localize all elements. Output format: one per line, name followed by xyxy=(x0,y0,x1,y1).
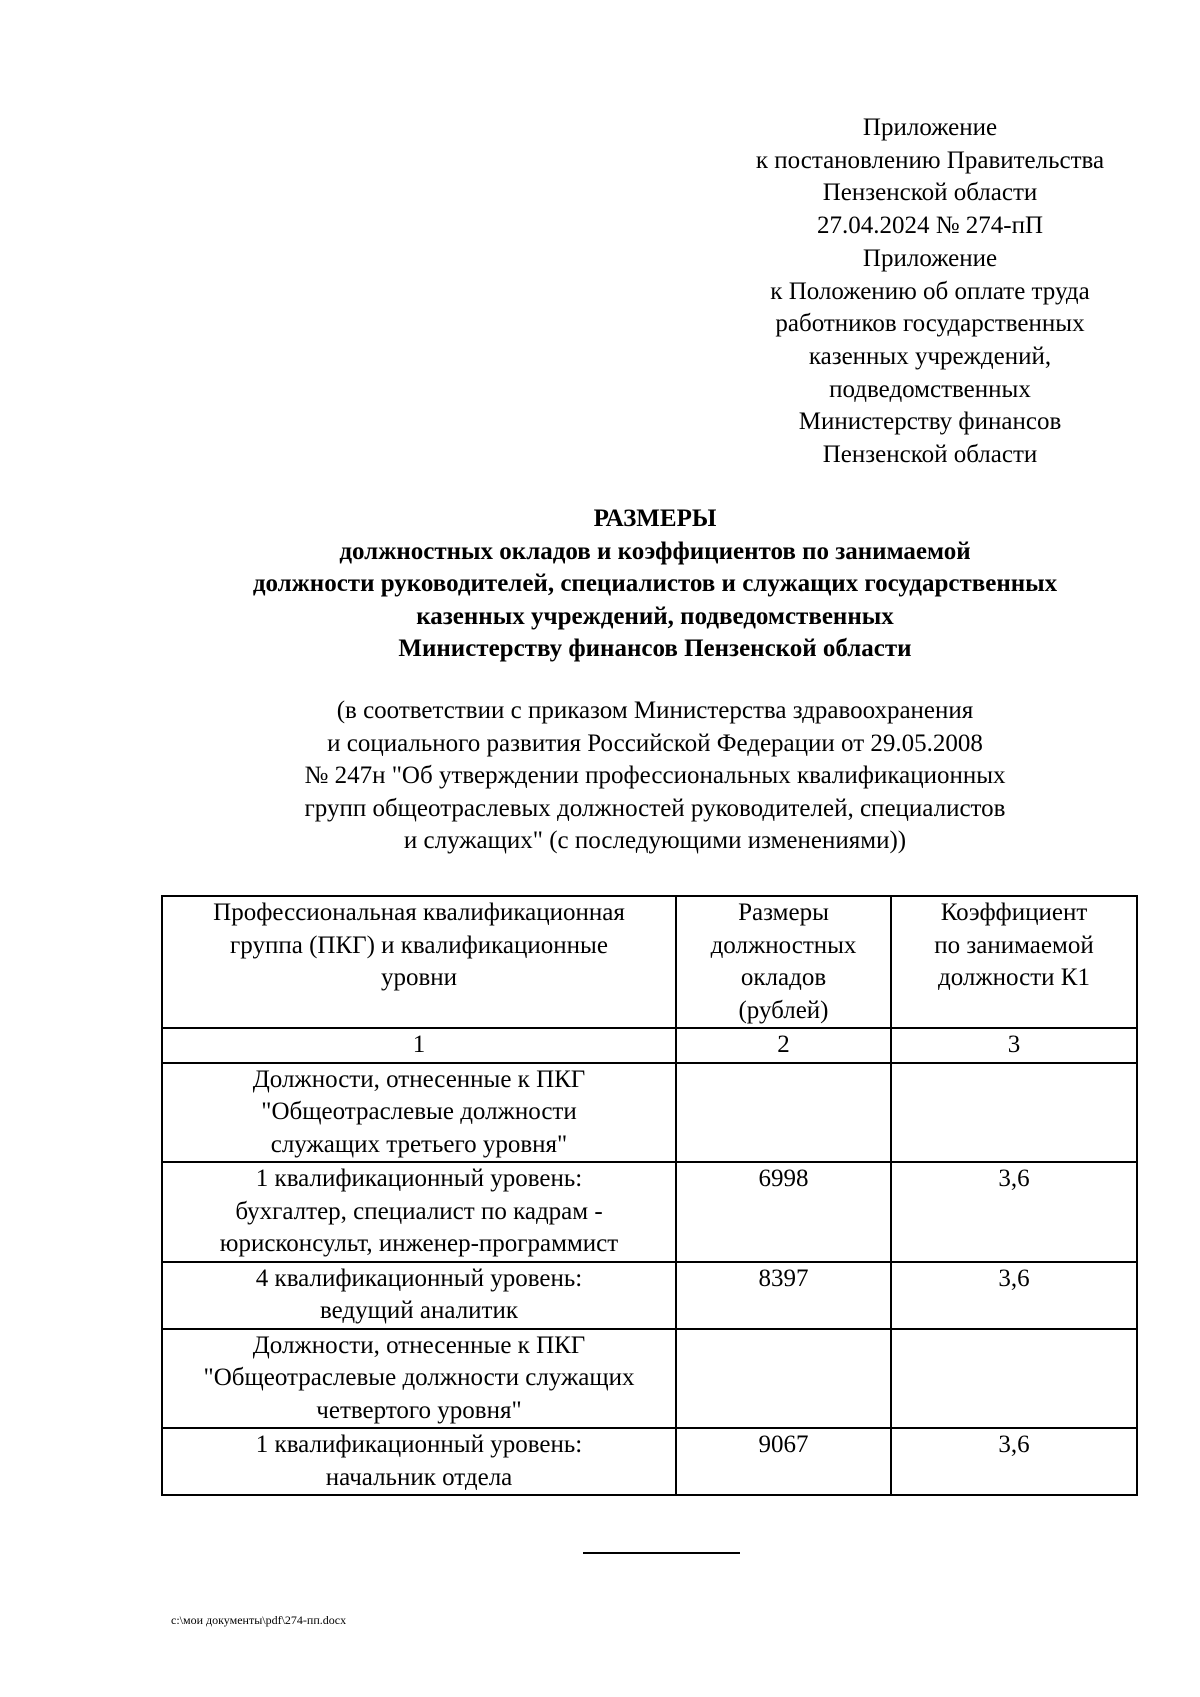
appendix-line: Пензенской области xyxy=(822,179,1038,207)
header-line: группа (ПКГ) и квалификационные xyxy=(230,931,608,959)
appendix-block xyxy=(720,112,1140,472)
appendix-line: к постановлению Правительства xyxy=(755,146,1105,174)
header-line: по занимаемой xyxy=(934,931,1094,959)
cell-line: 4 квалификационный уровень: xyxy=(255,1264,583,1292)
group-name-cell xyxy=(162,1262,676,1329)
appendix-line: Министерству финансов xyxy=(798,408,1062,436)
salary-cell: 8397 xyxy=(676,1262,891,1329)
header-line: уровни xyxy=(380,964,458,991)
end-divider xyxy=(583,1552,740,1554)
header-line: окладов xyxy=(740,964,827,991)
title-line: должности руководителей, специалистов и служащих государственных xyxy=(252,570,1058,597)
title-line: Министерству финансов Пензенской области xyxy=(398,635,912,662)
cell-line: Должности, отнесенные к ПКГ xyxy=(252,1331,586,1359)
cell-line: четвертого уровня" xyxy=(316,1396,522,1424)
header-line: Размеры xyxy=(738,899,829,926)
title-line: должностных окладов и коэффициентов по занимаемой xyxy=(339,537,971,565)
basis-line: и социального развития Российской Федерации от 29.05.2008 xyxy=(327,729,983,757)
cell-line: ведущий аналитик xyxy=(320,1297,518,1324)
header-line: Коэффициент xyxy=(940,899,1088,926)
salary-cell: 9067 xyxy=(676,1428,891,1495)
cell-line: "Общеотраслевые должности xyxy=(261,1098,577,1125)
appendix-line: Приложение xyxy=(862,244,998,272)
cell-line: 1 квалификационный уровень: xyxy=(255,1165,583,1192)
column-number-row xyxy=(162,1028,1137,1063)
basis-line: № 247н "Об утверждении профессиональных квалификационных xyxy=(304,762,1006,789)
header-line: должностных xyxy=(710,931,857,959)
coefficient-cell: 3,6 xyxy=(891,1162,1137,1262)
table-row xyxy=(162,1162,1137,1262)
table-row xyxy=(162,1329,1137,1429)
table-row xyxy=(162,1428,1137,1495)
basis-line: и служащих" (с последующими изменениями)) xyxy=(403,827,907,854)
column-number: 2 xyxy=(676,1028,891,1063)
appendix-line: Приложение xyxy=(862,114,998,141)
coefficient-cell: 3,6 xyxy=(891,1428,1137,1495)
appendix-line: к Положению об оплате труда xyxy=(770,277,1090,305)
header-line: (рублей) xyxy=(738,996,829,1024)
appendix-line: Пензенской области xyxy=(822,441,1038,469)
coefficient-cell xyxy=(891,1329,1137,1429)
cell-line: служащих третьего уровня" xyxy=(270,1130,568,1158)
table-row xyxy=(162,1262,1137,1329)
appendix-line: 27.04.2024 № 274-пП xyxy=(816,212,1044,240)
header-cell-salary xyxy=(676,896,891,1028)
coefficient-cell: 3,6 xyxy=(891,1262,1137,1329)
basis-line: групп общеотраслевых должностей руководителей, специалистов xyxy=(304,794,1006,822)
cell-line: Должности, отнесенные к ПКГ xyxy=(252,1065,586,1093)
header-line: Профессиональная квалификационная xyxy=(213,899,625,926)
appendix-line: работников государственных xyxy=(775,310,1085,338)
group-name-cell xyxy=(162,1162,676,1262)
basis-line: (в соответствии с приказом Министерства здравоохранения xyxy=(336,697,974,724)
cell-line: "Общеотраслевые должности служащих xyxy=(203,1364,635,1391)
title-line: казенных учреждений, подведомственных xyxy=(416,602,894,630)
salary-table xyxy=(161,895,1138,1496)
salary-cell xyxy=(676,1329,891,1429)
header-cell-coefficient xyxy=(891,896,1137,1028)
column-number: 1 xyxy=(162,1028,676,1063)
column-number: 3 xyxy=(891,1028,1137,1063)
table-header-row xyxy=(162,896,1137,1028)
cell-line: начальник отдела xyxy=(325,1463,513,1491)
header-line: должности К1 xyxy=(938,964,1090,991)
cell-line: юрисконсульт, инженер-программист xyxy=(219,1230,619,1257)
file-path-footer: c:\мои документы\pdf\274-пп.docx xyxy=(171,1613,347,1627)
cell-line: бухгалтер, специалист по кадрам - xyxy=(235,1197,603,1225)
document-title xyxy=(150,503,1160,666)
group-name-cell xyxy=(162,1329,676,1429)
cell-line: 1 квалификационный уровень: xyxy=(255,1431,583,1458)
salary-cell: 6998 xyxy=(676,1162,891,1262)
title-line: РАЗМЕРЫ xyxy=(593,505,717,532)
coefficient-cell xyxy=(891,1063,1137,1163)
group-name-cell xyxy=(162,1428,676,1495)
appendix-line: казенных учреждений, xyxy=(808,342,1052,370)
salary-cell xyxy=(676,1063,891,1163)
appendix-line: подведомственных xyxy=(829,375,1031,403)
legal-basis xyxy=(150,695,1160,858)
header-cell-group xyxy=(162,896,676,1028)
table-row xyxy=(162,1063,1137,1163)
group-name-cell xyxy=(162,1063,676,1163)
